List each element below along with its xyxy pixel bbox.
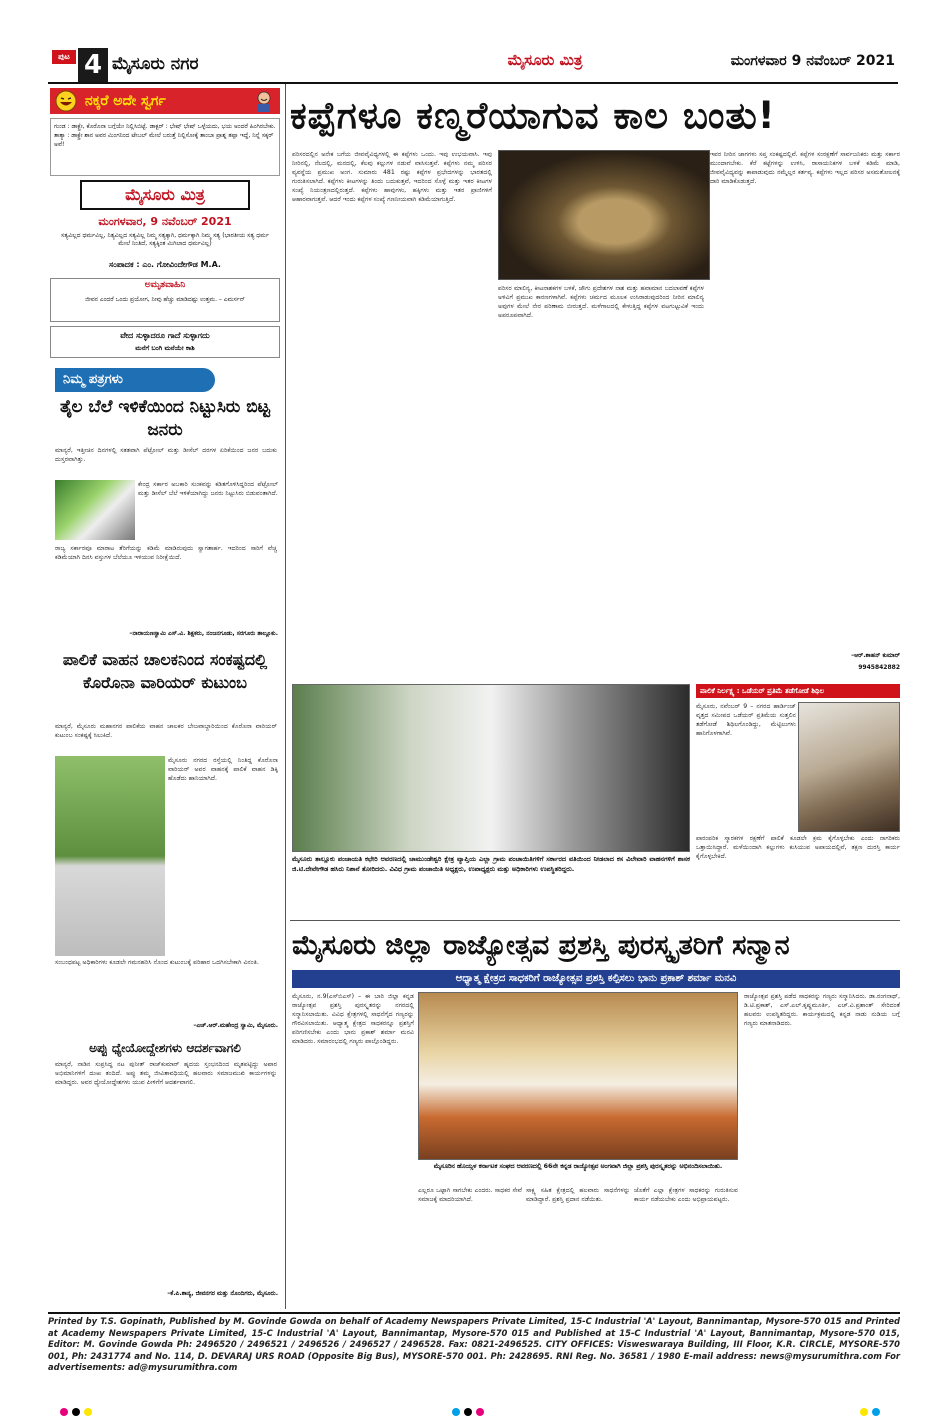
- registration-mark: [60, 1408, 68, 1416]
- letter2-body-b: ಮೈಸೂರು ನಗರದ ರಸ್ತೆಯಲ್ಲಿ ನಿಂತಿದ್ದ ಕೊರೊನಾ ವಾರಿಯರ್ ಅವರ ವಾಹನಕ್ಕೆ ಪಾಲಿಕೆ ವಾಹನ ಡಿಕ್ಕಿ ಹೊಡೆದು ಹಾನಿಯಾಗಿದೆ.: [168, 757, 278, 782]
- award-headline: ಮೈಸೂರು ಜಿಲ್ಲಾ ರಾಜ್ಯೋತ್ಸವ ಪ್ರಶಸ್ತಿ ಪುರಸ್ಕೃತರಿಗೆ ಸನ್ಮಾನ: [292, 930, 790, 961]
- registration-mark: [872, 1408, 880, 1416]
- letter1-signature: –ನಾರಾಯಣಸ್ವಾಮಿ ಎಸ್.ವಿ. ಶಿಕ್ಷಕರು, ನಂಜನಗೂಡು, ಸರಗೂರು ತಾಲ್ಲೂಕು.: [129, 630, 278, 637]
- letters-banner: ನಿಮ್ಮ ಪತ್ರಗಳು: [55, 368, 215, 392]
- section-title: ಮೈಸೂರು ನಗರ: [112, 54, 199, 74]
- award-caption: ಮೈಸೂರಿನ ಹೊಯ್ಸಳ ಕರ್ನಾಟಕ ಸಂಘದ ಆವರಣದಲ್ಲಿ 66ನೇ ಕನ್ನಡ ರಾಜ್ಯೋತ್ಸವ ಅಂಗವಾಗಿ ಜಿಲ್ಲಾ ಪ್ರಶಸ್ತಿ ಪುರಸ್ಕೃತರನ್ನು ಅಭಿನಂದಿಸಲಾಯಿತು.: [433, 1163, 723, 1170]
- amruta-title: ಅಮೃತವಾಹಿನಿ: [144, 280, 186, 290]
- registration-mark: [476, 1408, 484, 1416]
- cartoon-man-icon: [252, 90, 276, 112]
- paper-name: ಮೈಸೂರು ಮಿತ್ರ: [507, 51, 583, 69]
- award-subheadline: ಆಧ್ಯಾತ್ಮ ಕ್ಷೇತ್ರದ ಸಾಧಕರಿಗೆ ರಾಜ್ಯೋತ್ಸವ ಪ್ರಶಸ್ತಿ ಕಲ್ಪಿಸಲು ಭಾನು ಪ್ರಕಾಶ್ ಶರ್ಮಾ ಮನವಿ: [292, 970, 900, 988]
- flag-off-caption: ಮೈಸೂರು ತಾಲ್ಲೂಕು ಪಂಚಾಯತಿ ಕಛೇರಿ ಆವರಣದಲ್ಲಿ ಚಾಮುಂಡೇಶ್ವರಿ ಕ್ಷೇತ್ರ ವ್ಯಾಪ್ತಿಯ ಎಲ್ಲಾ ಗ್ರಾಮ ಪಂಚಾಯಿತಿಗಳಿಗೆ ಸರ್ಕಾರದ ವತಿಯಿಂದ ನೀಡಲಾದ ಕಸ ವಿಲೇವಾರಿ ವಾಹನಗಳಿಗೆ ಶಾಸಕ ಜಿ.ಟಿ.ದೇವೇಗೌಡ ಹಸಿರು ನಿಶಾನೆ ತೋರಿದರು. ವಿವಿಧ ಗ್ರಾಮ ಪಂಚಾಯಿತಿ ಅಧ್ಯಕ್ಷರು, ಉಪಾಧ್ಯಕ್ಷರು ಮತ್ತು ಅಧಿಕಾರಿಗಳು ಉಪಸ್ಥಿತರಿದ್ದರು.: [292, 855, 690, 873]
- header-rule: [48, 82, 898, 84]
- main-body-col2: ಪರಿಸರ ಮಾಲಿನ್ಯ, ಕೀಟನಾಶಕಗಳ ಬಳಕೆ, ಜೌಗು ಪ್ರದೇಶಗಳ ನಾಶ ಮತ್ತು ಹವಾಮಾನ ಬದಲಾವಣೆ ಕಪ್ಪೆಗಳ ಅಳಿವಿಗೆ ಪ್ರಮುಖ ಕಾರಣಗಳಾಗಿವೆ. ಕಪ್ಪೆಗಳು ಚರ್ಮದ ಮೂಲಕ ಉಸಿರಾಡುವುದರಿಂದ ನೀರಿನ ಮಾಲಿನ್ಯ ಅವುಗಳ ಮೇಲೆ ನೇರ ಪರಿಣಾಮ ಬೀರುತ್ತದೆ. ಮಳೆಗಾಲದಲ್ಲಿ ಕೇಳುತ್ತಿದ್ದ ಕಪ್ಪೆಗಳ ವಟಗುಟ್ಟುವಿಕೆ ಇಂದು ಅಪರೂಪವಾಗಿದೆ.: [498, 285, 704, 319]
- page-number: 4: [78, 48, 108, 82]
- proverb-box: [50, 326, 280, 358]
- main-body-col3: ಇವರ ನೀರಿನ ಜಾಗಗಳು ಸಪ್ತ ಸಂಕಷ್ಟದಲ್ಲಿವೆ. ಕಪ್ಪೆಗಳ ಸಂರಕ್ಷಣೆಗೆ ಸಾರ್ವಜನಿಕರು ಮತ್ತು ಸರ್ಕಾರ ಮುಂದಾಗಬೇಕು. ಕೆರೆ ಕಟ್ಟೆಗಳನ್ನು ಉಳಿಸಿ, ರಾಸಾಯನಿಕಗಳ ಬಳಕೆ ಕಡಿಮೆ ಮಾಡಿ, ಜೀವವೈವಿಧ್ಯವನ್ನು ಕಾಪಾಡುವುದು ನಮ್ಮೆಲ್ಲರ ಕರ್ತವ್ಯ. ಕಪ್ಪೆಗಳು ಇಲ್ಲದ ಪರಿಸರ ಅಸಮತೋಲನಕ್ಕೆ ದಾರಿ ಮಾಡಿಕೊಡುತ್ತದೆ.: [710, 151, 900, 185]
- award-body-col2: ರಾಜ್ಯೋತ್ಸವ ಪ್ರಶಸ್ತಿ ಪಡೆದ ಸಾಧಕರನ್ನು ಗಣ್ಯರು ಸನ್ಮಾನಿಸಿದರು. ಡಾ.ರಂಗನಾಥ್, ಡಿ.ಟಿ.ಪ್ರಕಾಶ್, ಎಸ್.ಎಲ್.ಕೃಷ್ಣಮೂರ್ತಿ, ಎಚ್.ವಿ.ಪ್ರಶಾಂತ್ ಸೇರಿದಂತೆ ಹಲವರು ಉಪಸ್ಥಿತರಿದ್ದರು. ಕಾರ್ಯಕ್ರಮದಲ್ಲಿ ಕನ್ನಡ ನಾಡು ನುಡಿಯ ಬಗ್ಗೆ ಗಣ್ಯರು ಮಾತನಾಡಿದರು.: [744, 993, 900, 1027]
- main-body-col1: ಪರಿಸರದಲ್ಲಿನ ಅನೇಕ ಬಗೆಯ ಜೀವವೈವಿಧ್ಯಗಳಲ್ಲಿ ಈ ಕಪ್ಪೆಗಳು ಒಂದು. ಇವು ಉಭಯವಾಸಿ. ಇವು ನೀರಿನಲ್ಲಿ, ನೆಲದಲ್ಲಿ, ಮರದಲ್ಲಿ, ಕೆಲವು ಕಲ್ಲುಗಳ ನಡುವೆ ವಾಸಿಸುತ್ತವೆ. ಕಪ್ಪೆಗಳು ನಮ್ಮ ಪರಿಸರ ವ್ಯವಸ್ಥೆಯ ಪ್ರಮುಖ ಅಂಗ. ಸುಮಾರು 481 ರಷ್ಟು ಕಪ್ಪೆಗಳ ಪ್ರಭೇದಗಳನ್ನು ಭಾರತದಲ್ಲಿ ಗುರುತಿಸಲಾಗಿದೆ. ಕಪ್ಪೆಗಳು ಕೀಟಗಳನ್ನು ತಿಂದು ಬದುಕುತ್ತವೆ, ಇದರಿಂದ ಸೊಳ್ಳೆ ಮತ್ತು ಇತರ ಕೀಟಗಳ ಸಂಖ್ಯೆ ನಿಯಂತ್ರಣದಲ್ಲಿರುತ್ತದೆ. ಕಪ್ಪೆಗಳು ಹಾವುಗಳು, ಹಕ್ಕಿಗಳು ಮತ್ತು ಇತರ ಪ್ರಾಣಿಗಳಿಗೆ ಆಹಾರವಾಗುತ್ತವೆ. ಆದರೆ ಇಂದು ಕಪ್ಪೆಗಳ ಸಂಖ್ಯೆ ಗಣನೀಯವಾಗಿ ಕಡಿಮೆಯಾಗುತ್ತಿದೆ.: [292, 151, 492, 203]
- award-body-col1: ಮೈಸೂರು, ನ.9(ಎಸ್‌ಬಿಎಸ್) – ಈ ಬಾರಿ ಜಿಲ್ಲಾ ಕನ್ನಡ ರಾಜ್ಯೋತ್ಸವ ಪ್ರಶಸ್ತಿ ಪುರಸ್ಕೃತರನ್ನು ನಗರದಲ್ಲಿ ಸನ್ಮಾನಿಸಲಾಯಿತು. ವಿವಿಧ ಕ್ಷೇತ್ರಗಳಲ್ಲಿ ಸಾಧನೆಗೈದ ಗಣ್ಯರನ್ನು ಗೌರವಿಸಲಾಯಿತು. ಆಧ್ಯಾತ್ಮ ಕ್ಷೇತ್ರದ ಸಾಧಕರನ್ನೂ ಪ್ರಶಸ್ತಿಗೆ ಪರಿಗಣಿಸಬೇಕು ಎಂದು ಭಾನು ಪ್ರಕಾಶ್ ಶರ್ಮಾ ಮನವಿ ಮಾಡಿದರು. ಸಮಾರಂಭದಲ್ಲಿ ಗಣ್ಯರು ಪಾಲ್ಗೊಂಡಿದ್ದರು.: [292, 993, 414, 1045]
- editor-line: ಸಂಪಾದಕ : ಎಂ. ಗೋವಿಂದೇಗೌಡ M.A.: [109, 260, 221, 269]
- amruta-quote: ಜೀವನ ಎಂದರೆ ಒಂದು ಪ್ರಯೋಗ, ನೀವು ಹೆಚ್ಚು ಮಾಡಿದಷ್ಟು ಉತ್ತಮ. – ಎಮರ್ಸನ್: [85, 296, 245, 303]
- letter3-signature: –ಕೆ.ಪಿ.ಶಾನ್ಯ, ಜೀವನಗರ ಮತ್ತು ನೊಂದಿಗರು, ಮೈಸೂರು.: [167, 1290, 278, 1297]
- award-body-col3c: ಜೊತೆಗೆ ಎಲ್ಲಾ ಕ್ಷೇತ್ರಗಳ ಸಾಧಕರನ್ನು ಗುರುತಿಸುವ ಕಾರ್ಯ ನಡೆಯಬೇಕು ಎಂದು ಅಭಿಪ್ರಾಯಪಟ್ಟರು.: [634, 1187, 738, 1203]
- issue-date: ಮಂಗಳವಾರ 9 ನವೆಂಬರ್ 2021: [730, 53, 895, 69]
- letter2-headline: ಪಾಲಿಕೆ ವಾಹನ ಚಾಲಕನಿಂದ ಸಂಕಷ್ಟದಲ್ಲಿ ಕೊರೊನಾ ವಾರಿಯರ್ ಕುಟುಂಬ: [62, 650, 268, 692]
- letter2-signature: –ಎಚ್.ಆರ್.ಮಹೇಂದ್ರ ಸ್ವಾಮಿ, ಮೈಸೂರು.: [193, 1022, 278, 1029]
- footer-rule: [48, 1312, 900, 1314]
- registration-mark: [452, 1408, 460, 1416]
- fuel-pump-photo: [55, 480, 135, 540]
- registration-mark: [464, 1408, 472, 1416]
- masthead: ಮೈಸೂರು ಮಿತ್ರ: [80, 180, 250, 210]
- side-story-body-a: ಮೈಸೂರು, ನವೆಂಬರ್ 9 – ನಗರದ ಹಾರ್ಡಿಂಜ್ ವೃತ್ತದ ಸಮೀಪದ ಒಡೆಯರ್ ಪ್ರತಿಮೆಯ ಸುತ್ತಲಿನ ತಡೆಗೋಡೆ ಶಿಥಿಲಗೊಂಡಿದ್ದು, ಮೆಟ್ಟಿಲುಗಳು ಹಾನಿಗೊಳಗಾಗಿವೆ.: [696, 703, 796, 737]
- letter1-body-c: ರಾಜ್ಯ ಸರ್ಕಾರವೂ ಮಾರಾಟ ತೆರಿಗೆಯನ್ನು ಕಡಿಮೆ ಮಾಡಿರುವುದು ಸ್ವಾಗತಾರ್ಹ. ಇದರಿಂದ ಸಾರಿಗೆ ವೆಚ್ಚ ಕಡಿಮೆಯಾಗಿ ದಿನಸಿ ವಸ್ತುಗಳ ಬೆಲೆಯೂ ಇಳಿಯುವ ನಿರೀಕ್ಷೆಯಿದೆ.: [55, 545, 277, 561]
- proverb-text: ಮನೆಗೆ ಬಂಗಿ ಮನೆಯೇ ಕಾಶಿ: [135, 344, 195, 352]
- imprint-line: Printed by T.S. Gopinath, Published by M. Govinde Gowda on behalf of Academy Newspapers Private Limited, 15-C Industrial 'A' Layout, Bannimantap, Mysore-570 015 and Printed at Academy Newspapers Private Limited, 15-C Industrial 'A' Layout, Bannimantap, Mysore-570 015 and Published at 15-C Industrial 'A' Layout, Bannimantap, Mysore-570 015, Editor: M. Govinde Gowda Ph: 2496520 / 2496521 / 2496526 / 2496527 / 2496528. Fax: 0821-2496525. CITY OFFICES: Visweswaraya Building, III Floor, K.R. CIRCLE, MYSORE-570 001, Ph: 2431774 and No. 114, D. DEVARAJ URS ROAD (Opposite Big Bus), MYSORE-570 001. Ph: 2428695. RNI Reg. No. 36581 / 1980 E-mail address: news@mysurumithra.com For advertisements: ad@mysurumithra.com: [48, 1316, 900, 1372]
- column-rule: [285, 84, 286, 1309]
- page-label: ಪುಟ: [52, 50, 76, 64]
- letter3-headline: ಅಪ್ಪು ಧ್ಯೇಯೋದ್ದೇಶಗಳು ಆದರ್ಶವಾಗಲಿ: [89, 1041, 241, 1055]
- letter2-body-a: ಮಾನ್ಯರೆ, ಮೈಸೂರು ಮಹಾನಗರ ಪಾಲಿಕೆಯ ವಾಹನ ಚಾಲಕರ ಬೇಜವಾಬ್ದಾರಿಯಿಂದ ಕೊರೊನಾ ವಾರಿಯರ್ ಕುಟುಂಬ ಸಂಕಷ್ಟಕ್ಕೆ ಸಿಲುಕಿದೆ.: [55, 723, 277, 739]
- main-headline: ಕಪ್ಪೆಗಳೂ ಕಣ್ಮರೆಯಾಗುವ ಕಾಲ ಬಂತು!: [290, 94, 776, 137]
- award-ceremony-photo: [418, 992, 738, 1160]
- humor-title: ನಕ್ಕರೆ ಅದೇ ಸ್ವರ್ಗ: [85, 93, 166, 109]
- author-phone: 9945842882: [858, 664, 900, 671]
- registration-mark: [72, 1408, 80, 1416]
- joke-text: ಗುಂಡ : ಡಾಕ್ಟ್ರೇ, ಕೊರೊನಾ ಬಗ್ಗೆಯೇ ನಿಲ್ಲಿಸಿಬಿಟ್ಟೆ. ಡಾಕ್ಟರ್ : ಭೇಷ್ ಭೇಷ್ ಒಳ್ಳೆಯದು, ಭಯ ಅಂದರೆ ಹಿಂಗಿರಬೇಕು. ತಾತ್ಯಾ : ಡಾಕ್ಟ್ರೇ ಶಾನ ಅವರ ಮಿಂಗನಿಂದ ಟೇಬಲ್ ಮೇಲೆ ಬರುತ್ತೆ ನಿಲ್ಲಿಸೋಕ್ಕೆ ತಾಂಬಾ ಪ್ರಾಶ್ನ ತಪ್ಪಾ ಇದ್ದೆ, ನಿನ್ನೆ ಸಕ್ಕರ್ ಅವೆ!: [50, 118, 280, 176]
- side-story-body-b: ಪಾರಂಪರಿಕ ಸ್ಮಾರಕಗಳ ರಕ್ಷಣೆಗೆ ಪಾಲಿಕೆ ಕೂಡಲೇ ಕ್ರಮ ಕೈಗೊಳ್ಳಬೇಕು ಎಂದು ನಾಗರಿಕರು ಒತ್ತಾಯಿಸಿದ್ದಾರೆ. ಮಳೆಯಿಂದಾಗಿ ಕಲ್ಲುಗಳು ಕುಸಿಯುವ ಅಪಾಯದಲ್ಲಿವೆ, ತಕ್ಷಣ ದುರಸ್ತಿ ಕಾರ್ಯ ಕೈಗೊಳ್ಳಬೇಕಿದೆ.: [696, 835, 900, 860]
- masthead-date: ಮಂಗಳವಾರ, 9 ನವೆಂಬರ್ 2021: [98, 215, 232, 228]
- side-story-headline: ಪಾಲಿಕೆ ನಿರ್ಲಕ್ಷ್ಯ : ಒಡೆಯರ್ ಪ್ರತಿಮೆ ತಡೆಗೋಡೆ ಶಿಥಿಲ: [696, 684, 900, 698]
- letter2-body-c: ಸಂಬಂಧಪಟ್ಟ ಅಧಿಕಾರಿಗಳು ಕೂಡಲೇ ಗಮನಹರಿಸಿ ನೊಂದ ಕುಟುಂಬಕ್ಕೆ ಪರಿಹಾರ ಒದಗಿಸಬೇಕಾಗಿ ವಿನಂತಿ.: [55, 959, 259, 966]
- letter3-body: ಮಾನ್ಯರೆ, ನಾಡಿನ ಸುಪ್ರಸಿದ್ಧ ನಟ ಪುನೀತ್ ರಾಜ್‌ಕುಮಾರ್ ಹೃದಯ ಸ್ತಂಭನದಿಂದ ಮೃತಪಟ್ಟಿದ್ದು ಅಪಾರ ಅಭಿಮಾನಿಗಳಿಗೆ ದುಃಖ ತಂದಿದೆ. ಅಪ್ಪು ತಮ್ಮ ಜೀವಿತಾವಧಿಯಲ್ಲಿ ಹಲವಾರು ಸಮಾಜಮುಖಿ ಕಾರ್ಯಗಳನ್ನು ಮಾಡಿದ್ದರು. ಅವರ ಧ್ಯೇಯೋದ್ದೇಶಗಳು ಯುವ ಪೀಳಿಗೆಗೆ ಆದರ್ಶವಾಗಲಿ.: [55, 1061, 277, 1086]
- letter1-body-a: ಮಾನ್ಯರೆ, ಇತ್ತೀಚಿನ ದಿನಗಳಲ್ಲಿ ಸತತವಾಗಿ ಪೆಟ್ರೋಲ್ ಮತ್ತು ಡೀಸೆಲ್ ದರಗಳ ಏರಿಕೆಯಿಂದ ಜನರ ಬದುಕು ದುಸ್ತರವಾಗಿತ್ತು.: [55, 447, 277, 463]
- letter1-body-b: ಕೇಂದ್ರ ಸರ್ಕಾರ ಅಬಕಾರಿ ಸುಂಕವನ್ನು ಕಡಿತಗೊಳಿಸಿದ್ದರಿಂದ ಪೆಟ್ರೋಲ್ ಮತ್ತು ಡೀಸೆಲ್ ಬೆಲೆ ಇಳಿಕೆಯಾಗಿದ್ದು ಜನರು ನಿಟ್ಟುಸಿರು ಬಿಡುವಂತಾಗಿದೆ.: [138, 481, 278, 497]
- heritage-steps-photo: [798, 702, 900, 832]
- registration-mark: [84, 1408, 92, 1416]
- laughing-face-icon: [54, 90, 78, 112]
- section-rule: [290, 920, 900, 921]
- masthead-tagline: ಸತ್ಯವಿಲ್ಲದ ಧರ್ಮವಿಲ್ಲ, ನಿತ್ಯವಿಲ್ಲದ ಸತ್ಯವಿಲ್ಲ ನಿಮ್ಮ ಸತ್ಯಕ್ಕಾಗಿ, ಧರ್ಮಕ್ಕಾಗಿ ನಿಮ್ಮ ಸತ್ಯ (ಭಾರತೀಯ ಸತ್ಯ ಧರ್ಮ ಮೇಲೆ ನಿಂತಿದೆ, ಸತ್ಯಕ್ಕಿಂತ ಮಿಗಿಲಾದ ಧರ್ಮವಿಲ್ಲ): [61, 232, 269, 247]
- letter1-headline: ತೈಲ ಬೆಲೆ ಇಳಿಕೆಯಿಂದ ನಿಟ್ಟುಸಿರು ಬಿಟ್ಟ ಜನರು: [60, 397, 270, 440]
- flag-off-photo: [292, 684, 690, 852]
- author-name: –ಆರ್.ಶಾಹನ್ ಕುಮಾರ್: [851, 652, 900, 659]
- registration-mark: [860, 1408, 868, 1416]
- award-body-col3a: ಎಲ್ಲರೂ ಒಟ್ಟಾಗಿ ಸಾಗಬೇಕು ಎಂದರು. ಸಾಧಕರ ಸೇವೆ ಸಮಾಜಕ್ಕೆ ಮಾದರಿಯಾಗಿದೆ.: [418, 1187, 522, 1203]
- frog-photo: [498, 150, 710, 280]
- award-body-col3b: ಸಾಕ್ಷ್ಯ ಸಹಿತ ಕ್ಷೇತ್ರದಲ್ಲಿ ಹಲವಾರು ಸಾಧನೆಗಳನ್ನು ಮಾಡಿದ್ದಾರೆ. ಪ್ರಶಸ್ತಿ ಪ್ರದಾನ ನಡೆಯಿತು.: [526, 1187, 630, 1203]
- damaged-vehicle-photo: [55, 756, 165, 956]
- proverb-title: ವೇದ ಸುಳ್ಳಾದರೂ ಗಾದೆ ಸುಳ್ಳಾಗದು: [120, 331, 210, 340]
